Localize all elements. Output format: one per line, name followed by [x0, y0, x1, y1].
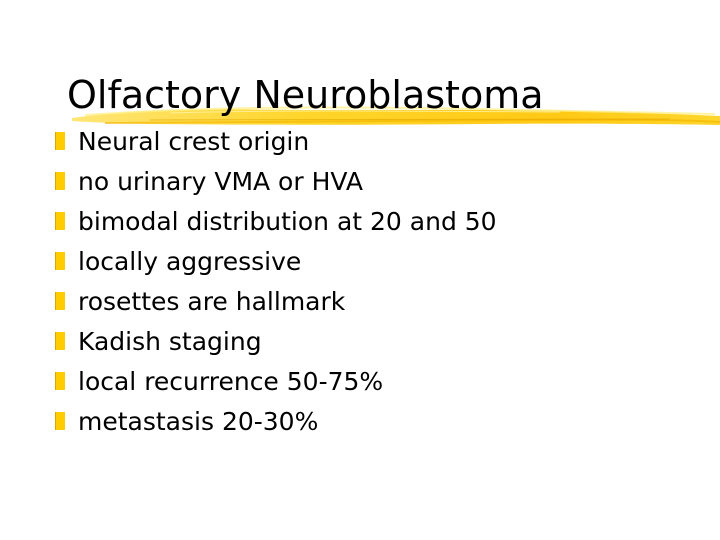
bullet-item: [55, 242, 497, 282]
yellow-square-bullet-icon: [55, 372, 65, 390]
bullet-text: metastasis 20-30%: [78, 407, 319, 436]
bullet-item: [55, 322, 497, 362]
bullet-text: locally aggressive: [78, 247, 302, 276]
yellow-square-bullet-icon: [55, 132, 65, 150]
bullet-text: local recurrence 50-75%: [78, 367, 384, 396]
bullet-item: [55, 282, 497, 322]
bullet-item: [55, 122, 497, 162]
yellow-square-bullet-icon: [55, 292, 65, 310]
bullet-text: Neural crest origin: [78, 127, 310, 156]
bullet-text: rosettes are hallmark: [78, 287, 346, 316]
bullet-item: [55, 202, 497, 242]
yellow-square-bullet-icon: [55, 412, 65, 430]
yellow-square-bullet-icon: [55, 252, 65, 270]
yellow-square-bullet-icon: [55, 172, 65, 190]
bullet-item: [55, 402, 497, 442]
slide-title: Olfactory Neuroblastoma: [67, 73, 544, 117]
bullet-item: [55, 162, 497, 202]
yellow-square-bullet-icon: [55, 332, 65, 350]
yellow-square-bullet-icon: [55, 212, 65, 230]
bullet-item: [55, 362, 497, 402]
bullet-text: Kadish staging: [78, 327, 262, 356]
bullet-list: [55, 122, 497, 442]
bullet-text: no urinary VMA or HVA: [78, 167, 363, 196]
bullet-text: bimodal distribution at 20 and 50: [78, 207, 497, 236]
